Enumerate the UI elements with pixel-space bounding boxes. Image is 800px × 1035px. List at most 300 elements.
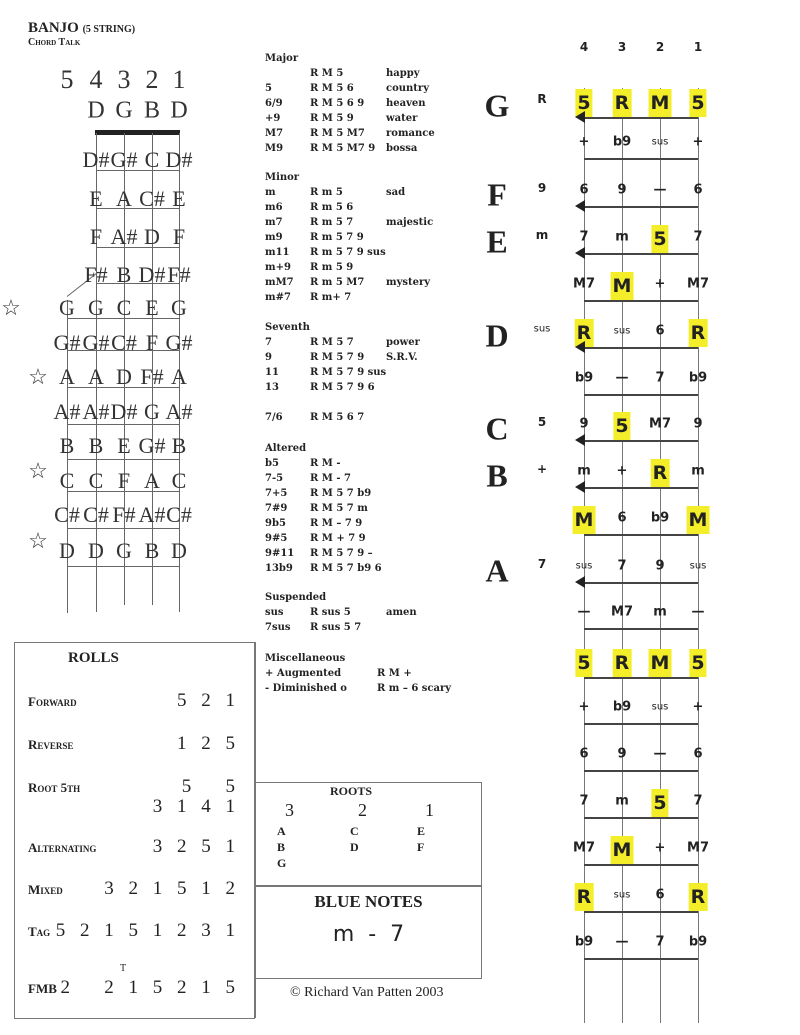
fret-note: F: [145, 330, 159, 355]
chord-mood: water: [386, 113, 418, 124]
chord-tone: m: [615, 229, 629, 245]
chord-row: [265, 622, 417, 637]
chord-tone: b9: [650, 510, 670, 526]
chord-tone: 6: [617, 510, 627, 526]
chord-symbol: 7: [265, 337, 272, 348]
fret-line: [584, 440, 698, 442]
arrow-left-icon: [575, 576, 585, 588]
fret-note: D: [144, 224, 160, 249]
key-quality: R: [537, 92, 547, 106]
chord-symbol: mM7: [265, 277, 294, 288]
string-number: 1: [693, 40, 703, 54]
chord-formula: R M +: [377, 668, 412, 679]
chord-tone: 7: [579, 229, 589, 245]
arrow-left-icon: [575, 200, 585, 212]
chord-tone: 9: [655, 558, 665, 574]
chord-row: [265, 232, 433, 247]
chord-row: [265, 128, 435, 143]
chord-tone: m: [615, 793, 629, 809]
fret-line: [584, 628, 698, 630]
chord-tone: —: [615, 370, 629, 386]
roll-label: Reverse: [28, 737, 74, 752]
title-text: BANJO: [28, 20, 79, 36]
fret-note: C#: [111, 330, 137, 355]
fret-note: D: [171, 538, 187, 563]
roll-pattern: 1 2 5: [177, 733, 240, 754]
fret-note-5th-string: G: [59, 295, 75, 320]
chord-row: [265, 518, 386, 533]
fret-line: [584, 864, 698, 866]
roots-title: ROOTS: [330, 784, 373, 798]
chord-tone: 7: [655, 370, 665, 386]
chord-tone: M7: [573, 840, 595, 856]
open-note: D: [87, 97, 105, 124]
fret-note: C: [171, 468, 187, 493]
chord-tone: +: [654, 840, 666, 856]
chord-mood: romance: [386, 128, 435, 139]
chord-mood: [378, 503, 386, 518]
chord-symbol: 7/6: [265, 412, 283, 423]
chord-formula: R m 5: [310, 187, 343, 198]
chord-symbol: sus: [265, 607, 284, 618]
chord-tone: —: [653, 746, 667, 762]
highlighted-tone: R: [613, 89, 632, 117]
chord-mood: [378, 473, 386, 488]
chord-tone: sus: [651, 136, 669, 148]
highlighted-tone: M: [649, 649, 672, 677]
chord-formula: R sus 5: [310, 607, 351, 618]
fret-note: A: [171, 364, 187, 389]
roll-pattern: 5 2 1: [177, 690, 240, 711]
chord-row: [265, 143, 435, 158]
fret-line: [584, 347, 698, 349]
chord-symbol: b5: [265, 458, 279, 469]
chord-symbol: 11: [265, 367, 279, 378]
chord-symbol: m11: [265, 247, 290, 258]
root-note: A: [277, 824, 286, 838]
highlighted-tone: R: [689, 883, 708, 911]
chord-row: [265, 247, 433, 262]
chord-section: [265, 443, 386, 578]
chord-formula: R M 5: [310, 68, 344, 79]
chord-section: [265, 592, 417, 637]
chord-symbol: 7+5: [265, 488, 288, 499]
chord-row: [265, 458, 386, 473]
chord-formula: R m+ 7: [310, 292, 352, 303]
fret-note: F: [117, 468, 131, 493]
root-string-number: 1: [425, 800, 434, 820]
key-letter: E: [486, 223, 508, 260]
chord-tone: 7: [617, 558, 627, 574]
key-letter: C: [485, 410, 509, 447]
section-heading: Seventh: [265, 322, 310, 333]
chord-formula: R M 5 6 9: [310, 98, 365, 109]
chord-row: [265, 202, 433, 217]
chord-section: [265, 653, 453, 698]
chord-mood: country: [386, 83, 429, 94]
blue-notes-title: BLUE NOTES: [314, 892, 423, 911]
chord-formula: R M 5 7 m: [310, 503, 368, 514]
roll-pattern-line2: 3 1 4 1: [152, 796, 240, 817]
chord-symbol: 9#11: [265, 548, 295, 559]
roll-label: Root 5th: [28, 780, 81, 795]
fret-line: [584, 770, 698, 772]
arrow-left-icon: [575, 434, 585, 446]
chord-symbol: +9: [265, 113, 281, 124]
arrow-left-icon: [575, 111, 585, 123]
key-letter: B: [486, 457, 508, 494]
chord-tone: 9: [579, 416, 589, 432]
chord-tone: —: [653, 182, 667, 198]
root-note: C: [350, 824, 359, 838]
fret-note: B: [171, 433, 187, 458]
fret-note: F: [172, 224, 186, 249]
chord-row: [265, 563, 386, 578]
box-divider: [255, 885, 482, 887]
chord-tone: +: [654, 276, 666, 292]
fret-note: F#: [112, 502, 136, 527]
fret-note: D#: [82, 147, 110, 172]
fret-line: [67, 528, 180, 529]
chord-mood: [378, 397, 386, 412]
chord-formula: R M 5 M7 9: [310, 143, 376, 154]
fret-note: A#: [110, 224, 138, 249]
string-number: 2: [655, 40, 665, 54]
chord-row: [265, 548, 386, 563]
chord-row: [265, 217, 433, 232]
chord-row: [265, 83, 435, 98]
chord-formula: R M - 7: [310, 473, 351, 484]
key-quality: sus: [533, 323, 551, 335]
fret-note: C: [144, 147, 160, 172]
fret-note: A: [144, 468, 160, 493]
section-heading: Minor: [265, 172, 300, 183]
highlighted-tone: M: [573, 506, 596, 534]
key-letter: F: [487, 176, 507, 213]
fret-line: [584, 911, 698, 913]
roll-label: Tag: [28, 924, 51, 939]
chord-formula: R m 5 7 9 sus: [310, 247, 386, 258]
fret-note: G: [88, 295, 104, 320]
fret-note: E: [89, 186, 103, 211]
highlighted-tone: R: [575, 319, 594, 347]
fret-line: [584, 582, 698, 584]
fret-note: G: [144, 399, 160, 424]
chord-tone: +: [692, 699, 704, 715]
chord-mood: happy: [386, 68, 420, 79]
section-heading: Major: [265, 53, 299, 64]
chord-tone: +: [578, 134, 590, 150]
chord-mood: [378, 367, 386, 382]
title-note: (5 STRING): [82, 24, 136, 35]
chord-row: [265, 352, 420, 367]
chord-symbol: m#7: [265, 292, 291, 303]
chord-formula: R m 5 9: [310, 262, 354, 273]
chord-mood: bossa: [386, 143, 418, 154]
fret-note: C#: [166, 502, 192, 527]
chord-mood: [378, 458, 386, 473]
chord-tone: —: [691, 604, 705, 620]
fret-note-5th-string: D: [59, 538, 75, 563]
chord-tone: b9: [612, 699, 632, 715]
key-quality: 5: [537, 415, 547, 429]
roll-pattern: 5 5: [181, 776, 240, 797]
highlighted-tone: M: [611, 836, 634, 864]
key-quality: m: [535, 228, 549, 242]
key-quality: +: [536, 462, 548, 476]
chord-formula: R M 5 7 b9: [310, 488, 372, 499]
roll-pattern: 3 2 1 5 1 2: [104, 878, 240, 899]
chord-tone: 7: [579, 793, 589, 809]
copyright: © Richard Van Patten 2003: [290, 985, 444, 1000]
fret-line: [584, 253, 698, 255]
fret-note: D#: [110, 399, 138, 424]
chord-mood: [378, 563, 386, 578]
fret-note: C: [88, 468, 104, 493]
chord-tone: 6: [655, 887, 665, 903]
chord-formula: [310, 397, 378, 412]
fret-note: C#: [139, 186, 165, 211]
chord-formula: R M 5 7 b9 6: [310, 563, 382, 574]
chord-row: [265, 488, 386, 503]
star-icon: ☆: [28, 528, 48, 553]
chord-tone: M7: [687, 840, 709, 856]
rolls-title: ROLLS: [68, 650, 119, 666]
chord-tone: b9: [688, 934, 708, 950]
fret-note: E: [145, 295, 159, 320]
chord-tone: 6: [693, 182, 703, 198]
blue-notes-list: m - 7: [332, 922, 405, 947]
fret-line: [584, 534, 698, 536]
chord-symbol: M7: [265, 128, 284, 139]
fret-line: [584, 117, 698, 119]
chord-tone: 6: [655, 323, 665, 339]
fret-note: C: [116, 295, 132, 320]
chord-symbol: 13: [265, 382, 279, 393]
chord-formula: R m 5 7 9: [310, 232, 364, 243]
chord-symbol: m7: [265, 217, 283, 228]
key-letter: A: [485, 552, 509, 589]
highlighted-tone: M: [649, 89, 672, 117]
chord-formula: R M 5 7 9 sus: [310, 367, 387, 378]
chord-formula: R M -: [310, 458, 341, 469]
fret-note: G: [116, 538, 132, 563]
section-heading: Miscellaneous: [265, 653, 346, 664]
fret-note: F#: [167, 262, 191, 287]
chord-row: [265, 367, 420, 382]
section-heading: Altered: [265, 443, 307, 454]
chord-mood: [378, 412, 386, 427]
roll-label: FMB: [28, 981, 57, 996]
star-icon: ☆: [28, 458, 48, 483]
highlighted-tone: M: [687, 506, 710, 534]
fret-note: G#: [82, 330, 110, 355]
chord-symbol: M9: [265, 143, 284, 154]
chord-row: [265, 113, 435, 128]
chord-tone: 9: [617, 746, 627, 762]
key-quality: 7: [537, 557, 547, 571]
chord-symbol: + Augmented: [265, 668, 342, 679]
highlighted-tone: R: [613, 649, 632, 677]
chord-mood: amen: [386, 607, 417, 618]
open-note: B: [143, 97, 161, 124]
chord-symbol: 6/9: [265, 98, 283, 109]
fret-line: [584, 817, 698, 819]
chord-row: [265, 683, 453, 698]
chord-mood: majestic: [386, 217, 434, 228]
arrow-left-icon: [575, 481, 585, 493]
chord-symbol: 7#9: [265, 503, 288, 514]
root-note: D: [350, 840, 359, 854]
chord-formula: R m – 6 scary: [377, 683, 452, 694]
fret-line: [96, 247, 180, 248]
chord-mood: heaven: [386, 98, 426, 109]
key-letter: D: [485, 317, 509, 354]
fret-note: E: [117, 433, 131, 458]
fret-line: [584, 723, 698, 725]
fret-line: [584, 677, 698, 679]
fret-note: D#: [138, 262, 166, 287]
fret-note: B: [144, 538, 160, 563]
chord-mood: sad: [386, 187, 406, 198]
open-note: D: [170, 97, 188, 124]
fret-note: G: [171, 295, 187, 320]
chord-formula: R M 5 M7: [310, 128, 365, 139]
chord-tone: +: [616, 463, 628, 479]
chord-row: [265, 503, 386, 518]
highlighted-tone: R: [689, 319, 708, 347]
roll-pattern: 3 2 5 1: [152, 836, 240, 857]
root-note: B: [277, 840, 286, 854]
highlighted-tone: R: [575, 883, 594, 911]
fret-note: B: [88, 433, 104, 458]
chord-tone: sus: [575, 560, 593, 572]
chord-mood: [378, 232, 386, 247]
string-number: 4: [89, 65, 103, 94]
root-string-number: 3: [285, 800, 294, 820]
chord-tone: sus: [651, 701, 669, 713]
string-number: 4: [579, 40, 589, 54]
fret-note: G#: [110, 147, 138, 172]
fret-line: [67, 459, 180, 460]
chord-formula: R sus 5 7: [310, 622, 362, 633]
chord-tone: 9: [617, 182, 627, 198]
chord-tone: M7: [611, 604, 633, 620]
thumb-mark: T: [120, 963, 127, 974]
chord-tone: sus: [613, 889, 631, 901]
chord-symbol: m6: [265, 202, 283, 213]
string-number: 5: [60, 65, 74, 94]
chord-tone: b9: [574, 370, 594, 386]
chord-mood: S.R.V.: [386, 352, 418, 363]
fret-note-5th-string: C#: [54, 502, 80, 527]
chord-mood: [378, 622, 386, 637]
chord-formula: R m 5 M7: [310, 277, 365, 288]
chord-formula: R M 5 7 9: [310, 352, 365, 363]
chord-tone: 7: [655, 934, 665, 950]
sheet-subtitle: Chord Talk: [28, 37, 81, 48]
fret-note: G#: [165, 330, 193, 355]
root-note: G: [277, 856, 287, 870]
highlighted-tone: M: [611, 272, 634, 300]
highlighted-tone: 5: [689, 649, 706, 677]
chord-tone: b9: [574, 934, 594, 950]
key-quality: 9: [537, 181, 547, 195]
chord-row: [265, 473, 386, 488]
open-note: G: [115, 97, 133, 124]
chord-tone: 9: [693, 416, 703, 432]
fret-note-5th-string: G#: [53, 330, 81, 355]
chord-row: [265, 668, 453, 683]
chord-tone: 6: [579, 746, 589, 762]
chord-row: [265, 412, 420, 427]
chord-section: [265, 322, 420, 427]
fret-note: A: [116, 186, 132, 211]
chord-tone: M7: [687, 276, 709, 292]
chord-row: [265, 98, 435, 113]
fret-note: B: [116, 262, 132, 287]
chord-tone: sus: [613, 325, 631, 337]
root-note: F: [417, 840, 425, 854]
chord-symbol: m: [265, 187, 276, 198]
fret-note: F#: [140, 364, 164, 389]
chord-mood: [378, 247, 386, 262]
chord-mood: [445, 668, 453, 683]
chord-mood: [378, 533, 386, 548]
chord-symbol: - Diminished o: [265, 683, 347, 694]
chord-tone: 7: [693, 793, 703, 809]
fret-note: C#: [83, 502, 109, 527]
star-icon: ☆: [28, 364, 48, 389]
chord-formula: R M – 7 9: [310, 518, 363, 529]
chord-symbol: 9#5: [265, 533, 288, 544]
string-number: 1: [172, 65, 186, 94]
chord-tone: 6: [693, 746, 703, 762]
chord-symbol: [265, 397, 310, 412]
root-note: E: [417, 824, 426, 838]
chord-formula: R M 5 9: [310, 113, 354, 124]
chord-symbol: 9: [265, 352, 272, 363]
fret-note: A: [88, 364, 104, 389]
fret-note: G#: [138, 433, 166, 458]
chord-formula: R M 5 6: [310, 83, 354, 94]
highlighted-tone: 5: [651, 789, 668, 817]
chord-formula: R M 5 7: [310, 337, 354, 348]
chord-symbol: 13b9: [265, 563, 293, 574]
star-icon: ☆: [1, 295, 21, 320]
fret-note-5th-string: A#: [53, 399, 81, 424]
highlighted-tone: 5: [575, 649, 592, 677]
fret-note: D: [88, 538, 104, 563]
chord-tone: 7: [693, 229, 703, 245]
fret-note: D#: [165, 147, 193, 172]
chord-row: [265, 187, 433, 202]
chord-formula: R M 5 6 7: [310, 412, 365, 423]
chord-tone: 6: [579, 182, 589, 198]
chord-row: [265, 277, 433, 292]
chord-row: [265, 68, 435, 83]
fret-line: [584, 487, 698, 489]
chord-mood: [378, 382, 386, 397]
sheet-title: [28, 20, 135, 37]
chord-tone: sus: [689, 560, 707, 572]
chord-tone: m: [577, 463, 591, 479]
roll-label: Alternating: [28, 840, 97, 855]
chord-symbol: 7-5: [265, 473, 284, 484]
fret-line: [96, 208, 180, 209]
chord-row: [265, 292, 433, 307]
string-number: 3: [117, 65, 131, 94]
